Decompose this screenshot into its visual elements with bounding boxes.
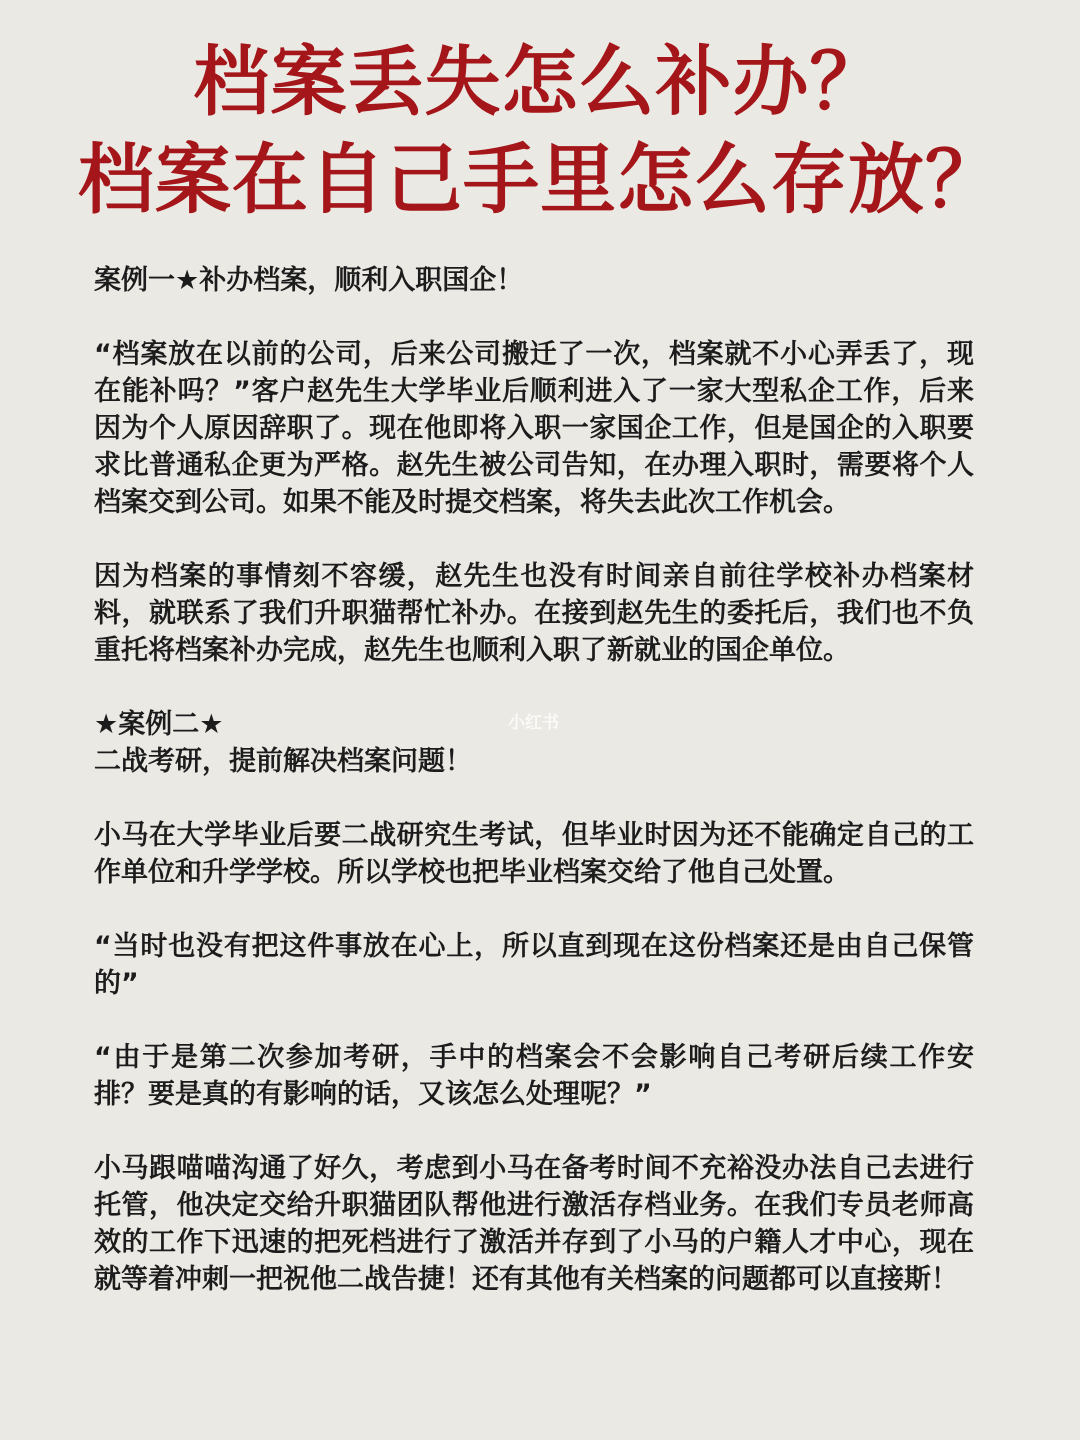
case1-paragraph-1: “档案放在以前的公司，后来公司搬迁了一次，档案就不小心弄丢了，现在能补吗？”客户赵先生大学毕业后顺利进入了一家大型私企工作，后来因为个人原因辞职了。现在他即将入职一家国企工作，但是国企的入职要求比普通私企更为严格。赵先生被公司告知，在办理入职时，需要将个人档案交到公司。如果不能及时提交档案，将失去此次工作机会。 [94, 339, 974, 518]
case2-paragraph-4: 小马跟喵喵沟通了好久，考虑到小马在备考时间不充裕没办法自己去进行托管，他决定交给升职猫团队帮他进行激活存档业务。在我们专员老师高效的工作下迅速的把死档进行了激活并存到了小马的户籍人才中心，现在就等着冲刺一把祝他二战告捷！还有其他有关档案的问题都可以直接斯！ [94, 1153, 974, 1295]
case2-heading: ★案例二★ [94, 709, 224, 740]
case2-paragraph-1: 小马在大学毕业后要二战研究生考试，但毕业时因为还不能确定自己的工作单位和升学学校。所以学校也把毕业档案交给了他自己处置。 [94, 820, 974, 888]
watermark: 小红书 [508, 713, 559, 733]
case2-paragraph-2: “当时也没有把这件事放在心上，所以直到现在这份档案还是由自己保管的” [94, 931, 974, 999]
case1-paragraph-2: 因为档案的事情刻不容缓，赵先生也没有时间亲自前往学校补办档案材料，就联系了我们升职猫帮忙补办。在接到赵先生的委托后，我们也不负重托将档案补办完成，赵先生也顺利入职了新就业的国企单位。 [94, 561, 974, 666]
page-title-line1: 档案丢失怎么补办？ [193, 37, 887, 126]
case2-subheading: 二战考研，提前解决档案问题！ [94, 746, 472, 777]
case1-heading: 案例一★补办档案，顺利入职国企！ [94, 265, 524, 296]
case2-paragraph-3: “由于是第二次参加考研，手中的档案会不会影响自己考研后续工作安排？要是真的有影响的话，又该怎么处理呢？” [94, 1042, 974, 1110]
page-title-line2: 档案在自己手里怎么存放？ [78, 135, 1002, 224]
article-body [94, 262, 974, 1298]
